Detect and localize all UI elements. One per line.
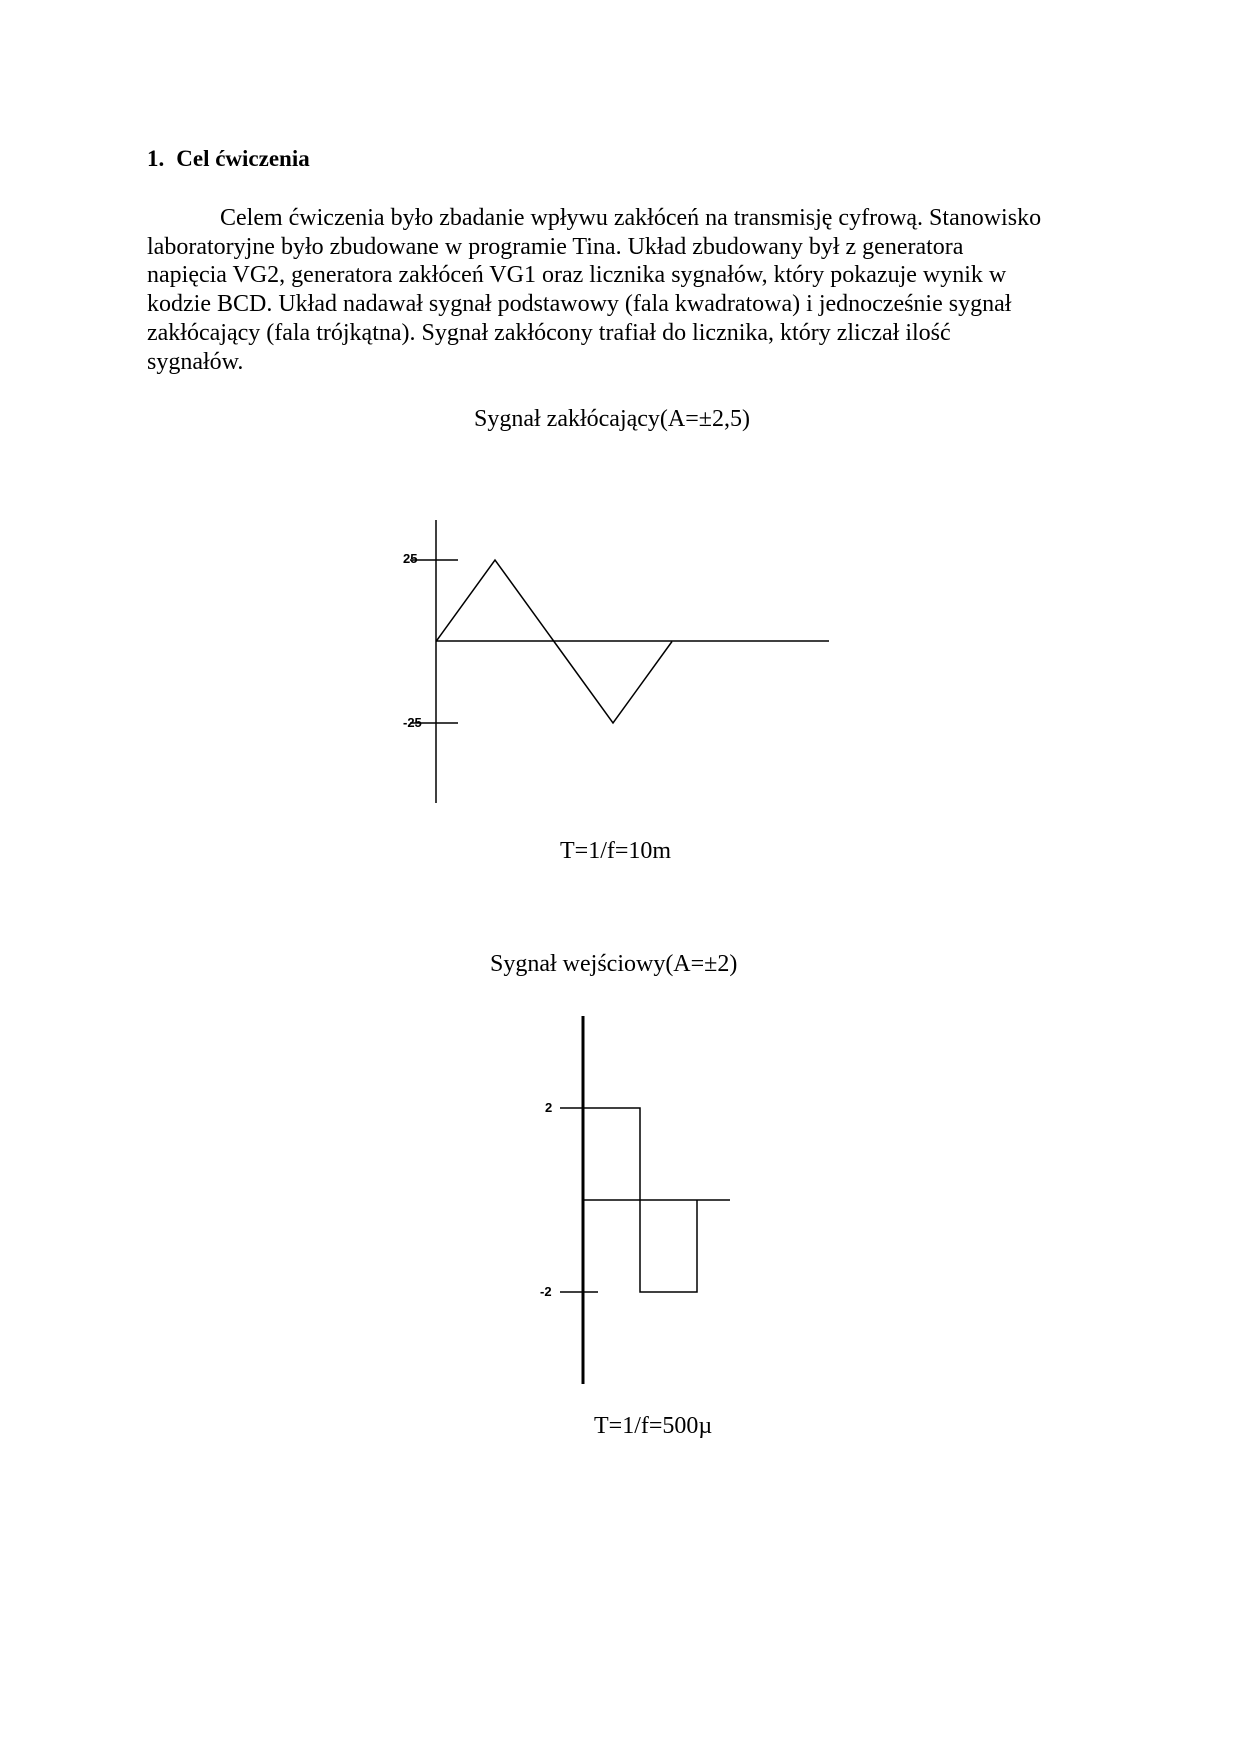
figure2-tick-label-top: 2 bbox=[545, 1100, 553, 1115]
paragraph-line: zakłócający (fala trójkątna). Sygnał zakłócony trafiał do licznika, który zliczał ilość bbox=[147, 319, 951, 346]
section-number: 1. bbox=[147, 146, 165, 171]
figure1-title: Sygnał zakłócający(A=±2,5) bbox=[474, 406, 750, 432]
paragraph-line: sygnałów. bbox=[147, 348, 244, 375]
figure1-caption: T=1/f=10m bbox=[560, 838, 672, 864]
paragraph-line: kodzie BCD. Układ nadawał sygnał podstawowy (fala kwadratowa) i jednocześnie sygnał bbox=[147, 291, 1012, 318]
paragraph-line: napięcia VG2, generatora zakłóceń VG1 oraz licznika sygnałów, który pokazuje wynik w bbox=[147, 262, 1007, 289]
figure2-title: Sygnał wejściowy(A=±2) bbox=[490, 951, 738, 977]
figure2-tick-label-bottom: -2 bbox=[540, 1284, 552, 1299]
figure1-tick-label-top: 25 bbox=[403, 551, 418, 566]
paragraph-line: Celem ćwiczenia było zbadanie wpływu zakłóceń na transmisję cyfrową. Stanowisko bbox=[220, 205, 1042, 231]
figure1-tick-label-bottom: -25 bbox=[403, 715, 422, 730]
paragraph-line: laboratoryjne było zbudowane w programie Tina. Układ zbudowany był z generatora bbox=[147, 233, 964, 260]
section-title: Cel ćwiczenia bbox=[176, 146, 310, 171]
figure2-caption: T=1/f=500µ bbox=[594, 1413, 713, 1439]
